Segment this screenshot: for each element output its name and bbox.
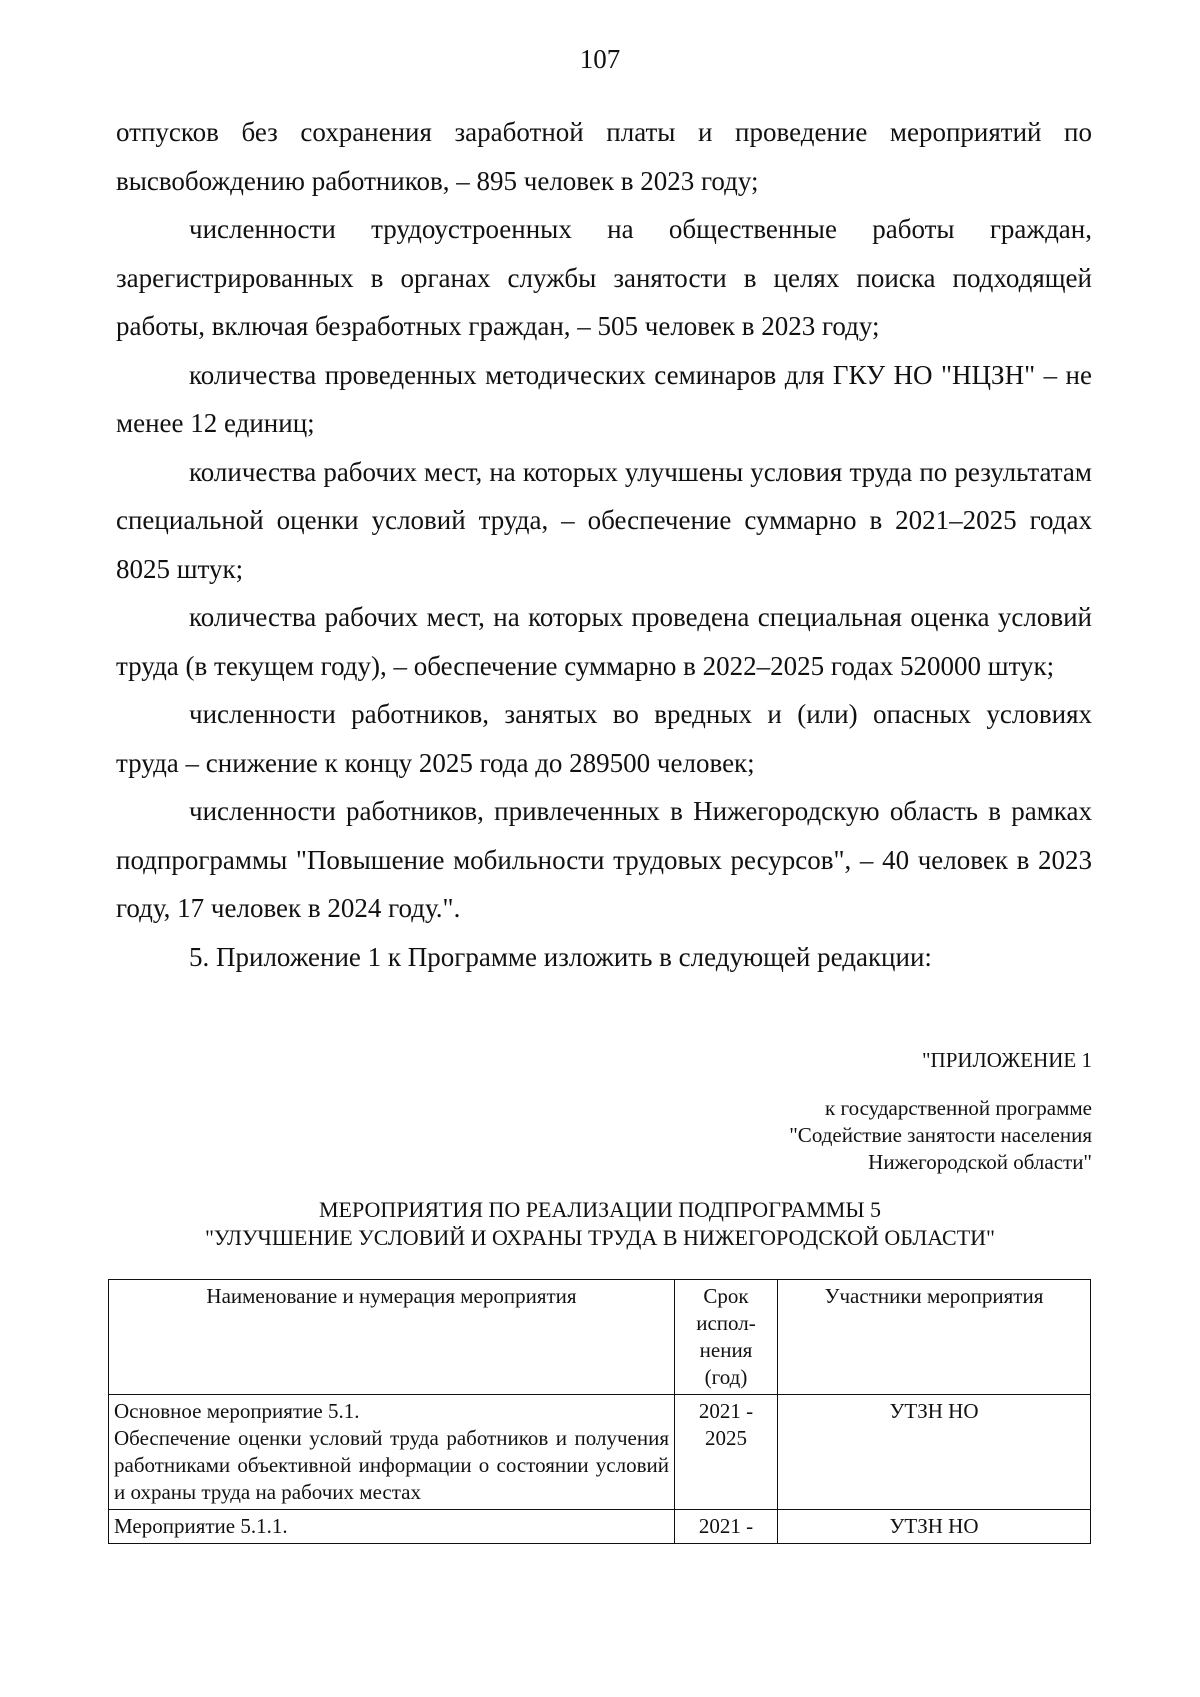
paragraph-4: количества рабочих мест, на которых улучшены условия труда по результатам специальной оценки условий труда, – обеспечение суммарно в 2021–2025 годах 8025 штук; — [116, 456, 1092, 584]
table-row — [109, 1510, 1091, 1544]
page-number: 107 — [579, 44, 621, 74]
table-row — [109, 1395, 1091, 1510]
appendix-line: к государственной программе — [825, 1096, 1092, 1120]
paragraph-6: численности работников, занятых во вредных и (или) опасных условиях труда – снижение к концу 2025 года до 289500 человек; — [116, 699, 1092, 778]
cell-term: 2021 - — [675, 1510, 778, 1544]
paragraph-1: отпусков без сохранения заработной платы и проведение мероприятий по высвобождению работников, – 895 человек в 2023 году; — [116, 117, 1092, 196]
events-table — [108, 1279, 1091, 1544]
appendix-heading: "ПРИЛОЖЕНИЕ 1 — [921, 1048, 1092, 1072]
row-title: Основное мероприятие 5.1. — [114, 1399, 360, 1423]
paragraph-3: количества проведенных методических семинаров для ГКУ НО "НЦЗН" – не менее 12 единиц; — [116, 359, 1092, 438]
appendix-line: "Содействие занятости населения — [789, 1123, 1092, 1147]
header-term: Срок испол- нения (год) — [675, 1280, 778, 1395]
cell-participants: УТЗН НО — [778, 1395, 1091, 1510]
header-participants: Участники мероприятия — [778, 1280, 1091, 1395]
appendix-subtitle — [789, 1095, 1092, 1176]
cell-name — [109, 1395, 675, 1510]
paragraph-5: количества рабочих мест, на которых проведена специальная оценка условий труда (в текущем году), – обеспечение суммарно в 2022–2025 годах 520000 штук; — [116, 602, 1092, 681]
table-title-line: МЕРОПРИЯТИЯ ПО РЕАЛИЗАЦИИ ПОДПРОГРАММЫ 5 — [318, 1197, 882, 1222]
paragraph-7: численности работников, привлеченных в Нижегородскую область в рамках подпрограммы "Повышение мобильности трудовых ресурсов", – 40 человек в 2023 году, 17 человек в 2024 году.". — [116, 796, 1092, 923]
table-header-row — [109, 1280, 1091, 1395]
row-description: Обеспечение оценки условий труда работников и получения работниками объективной информации о состоянии условий и охраны труда на рабочих местах — [114, 1426, 669, 1504]
row-title: Мероприятие 5.1.1. — [114, 1514, 288, 1538]
appendix-line: Нижегородской области" — [868, 1150, 1092, 1174]
header-name: Наименование и нумерация мероприятия — [109, 1280, 675, 1395]
table-title-line: "УЛУЧШЕНИЕ УСЛОВИЙ И ОХРАНЫ ТРУДА В НИЖЕГОРОДСКОЙ ОБЛАСТИ" — [204, 1225, 996, 1250]
cell-term: 2021 - 2025 — [675, 1395, 778, 1510]
cell-name — [109, 1510, 675, 1544]
paragraph-8: 5. Приложение 1 к Программе изложить в следующей редакции: — [189, 941, 932, 972]
body-text — [116, 108, 1092, 981]
table-title — [0, 1196, 1200, 1252]
cell-participants: УТЗН НО — [778, 1510, 1091, 1544]
paragraph-2: численности трудоустроенных на общественные работы граждан, зарегистрированных в органах службы занятости в целях поиска подходящей работы, включая безработных граждан, – 505 человек в 2023 году; — [116, 214, 1092, 341]
